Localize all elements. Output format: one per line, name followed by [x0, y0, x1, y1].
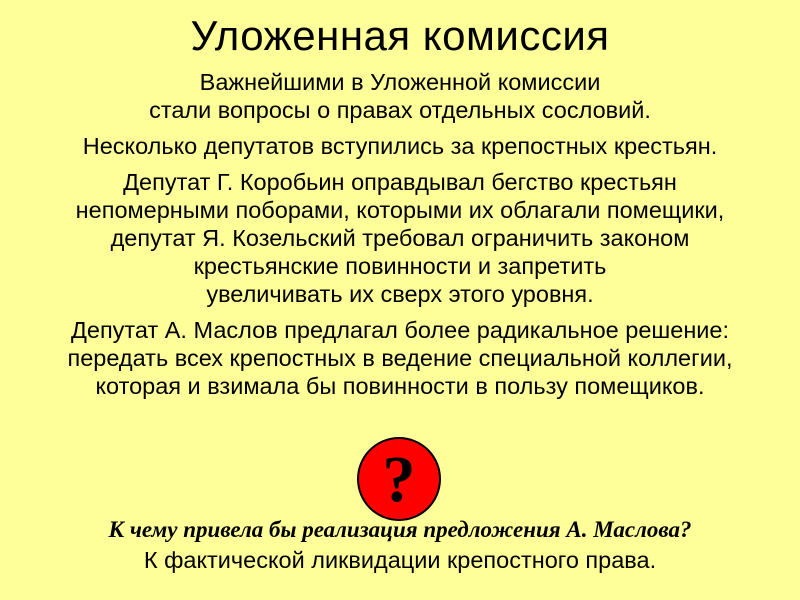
- paragraph-line: депутат Я. Козельский требовал ограничить законом: [110, 225, 690, 251]
- paragraph-line: передать всех крепостных в ведение специальной коллегии,: [67, 345, 733, 371]
- slide-question: К чему привела бы реализация предложения А. Маслова?: [108, 517, 692, 542]
- slide-title: Уложенная комиссия: [190, 12, 610, 59]
- slide-answer: К фактической ликвидации крепостного права.: [143, 547, 657, 573]
- paragraph-4: [0, 316, 800, 400]
- paragraph-line: крестьянские повинности и запретить: [193, 253, 607, 279]
- question-mark-icon: ?: [357, 437, 441, 521]
- slide-body: [0, 68, 800, 408]
- paragraph-line: Депутат А. Маслов предлагал более радикальное решение:: [70, 317, 730, 343]
- paragraph-line: увеличивать их сверх этого уровня.: [206, 281, 594, 307]
- paragraph-1: [0, 68, 800, 124]
- paragraph-line: Депутат Г. Коробьин оправдывал бегство крестьян: [123, 169, 677, 195]
- paragraph-line: стали вопросы о правах отдельных сословий.: [149, 97, 651, 123]
- paragraph-line: Несколько депутатов вступились за крепостных крестьян.: [82, 133, 718, 159]
- paragraph-2: [0, 132, 800, 160]
- paragraph-line: Важнейшими в Уложенной комиссии: [199, 69, 601, 95]
- paragraph-line: непомерными поборами, которыми их облагали помещики,: [75, 197, 725, 223]
- paragraph-3: [0, 168, 800, 308]
- paragraph-line: которая и взимала бы повинности в пользу помещиков.: [95, 373, 705, 399]
